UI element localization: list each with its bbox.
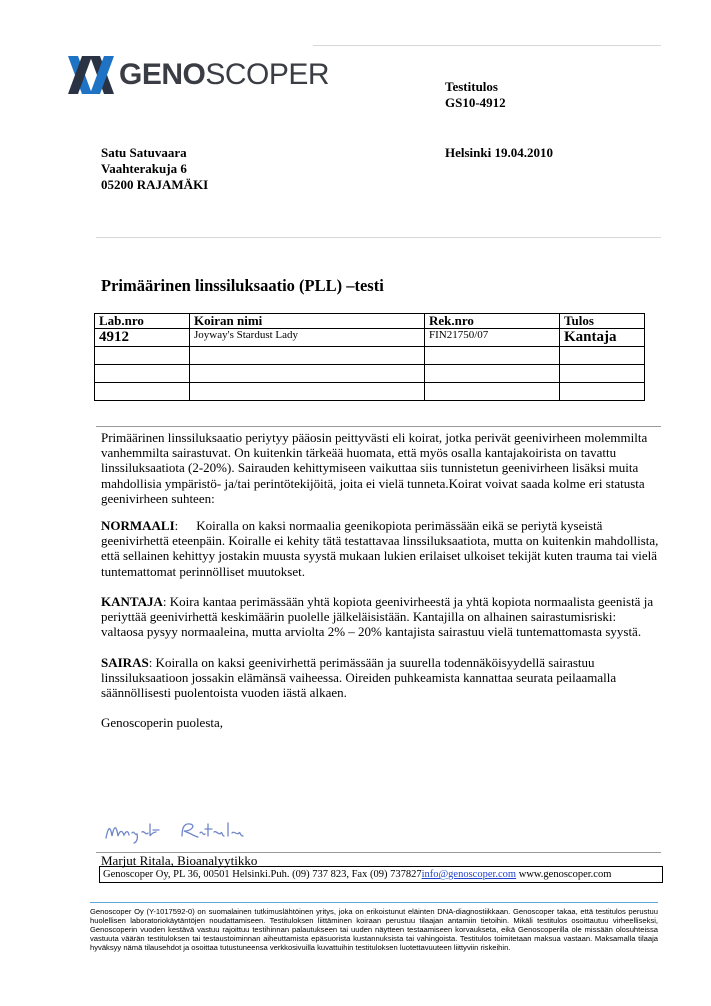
- top-rule: [313, 45, 661, 46]
- contact-email-link[interactable]: info@genoscoper.com: [421, 869, 517, 880]
- handwritten-signature: [104, 818, 254, 844]
- table-row-empty: [95, 383, 645, 401]
- col-header-name: Koiran nimi: [190, 314, 425, 329]
- doc-type: Testitulos: [445, 79, 498, 94]
- footer-rule: [90, 902, 658, 903]
- logo-brand-bold: GENO: [119, 58, 206, 91]
- col-header-reg: Rek.nro: [425, 314, 560, 329]
- intro-paragraph: [101, 430, 661, 506]
- results-table: [94, 313, 645, 401]
- cell-reg: FIN21750/07: [425, 329, 560, 347]
- col-header-lab: Lab.nro: [95, 314, 190, 329]
- table-header-row: [95, 314, 645, 329]
- kantaja-text: : Koira kantaa perimässään yhtä kopiota geenivirheestä ja yhtä kopiota normaalista geenistä ja periyttää geenivirhettä keskimäärin puolelle jälkeläisistään. Kantajilla on alhainen sairastumisriski: valtaosa pysyy normaaleina, mutta arviolta 2% – 20% kantajista sairastuu vielä tuntemattomasta syystä.: [101, 594, 654, 640]
- sairas-text: : Koiralla on kaksi geenivirhettä perimässään ja suurella todennäköisyydellä sairastuu linssiluksaatioon jossakin elämänsä vaiheessa. Oireiden puhkeamista kannattaa seurata peilaamalla säännöllisesti puolentoista vuoden iästä alkaen.: [101, 655, 617, 701]
- cell-lab: 4912: [95, 329, 190, 347]
- contact-info: [99, 866, 663, 883]
- logo-brand-light: SCOPER: [205, 58, 330, 91]
- table-row-empty: [95, 347, 645, 365]
- table-row: [95, 329, 645, 347]
- legal-disclaimer: Genoscoper Oy (Y-1017592-0) on suomalainen tutkimuslähtöinen yritys, joka on erikoistunut eläinten DNA-diagnostiikkaan. Genoscoper takaa, että testitulos perustuu huolellisen laboratoriokäytäntöjen noudattamiseen. Testituloksen liittäminen koiraan perustuu tilaajan antamiin tietoihin. Mikäli testitulos osoittautuu virheelliseksi, Genoscoperin vuoden kestävä vastuu rajoittuu testihinnan palautukseen tai uuden näytteen testaamiseen korvaukseta, eikä Genoscoperilla ole missään olosuhteissa vastuuta väärän testituloksen tai testaustoiminnan aiheuttamista epäsuorista kustannuksista tai vahingoista. Testitulos toimitetaan maksua vastaan. Maksamalla tilaaja hyväksyy nämä tilausehdot ja osoittaa tutustuneensa verkkosivuilla kuvattuihin testituloksen luotettavuuteen liittyviin riskeihin.: [90, 907, 658, 953]
- address-rule: [96, 237, 661, 238]
- normaali-text: Koiralla on kaksi normaalia geenikopiota perimässään eikä se periytä kyseistä geenivirhettä eteenpäin. Koiralle ei kehity tätä testattavaa linssiluksaatiota, mutta on kuitenkin mahdollista, että sellainen kehittyy jostakin muusta syystä mukaan lukien erilaiset ulkoiset tekijät kuten trauma tai vielä tuntemattomat perinnölliset muutokset.: [101, 518, 659, 579]
- place-date: Helsinki 19.04.2010: [445, 145, 553, 160]
- recipient-name: Satu Satuvaara: [101, 145, 187, 160]
- recipient-postal: 05200 RAJAMÄKI: [101, 177, 209, 192]
- normaali-sep: :: [174, 518, 179, 533]
- intro-text: Primäärinen linssiluksaatio periytyy pääosin peittyvästi eli koirat, jotka perivät geenivirheen molemmilta vanhemmilta sairastuvat. On kuitenkin tärkeää huomata, että myös osalla kantajakoirista on tavattu linssiluksaatiota (2-20%). Sairauden kehittymiseen vaikuttaa siis tunnistetun geenivirheen lisäksi muita mahdollisia ympäristö- ja/tai perintötekijöitä, joita ei vielä tunneta.Koirat voivat saada kolme eri statusta geenivirheen suhteen:: [101, 430, 648, 506]
- closing-line: Genoscoperin puolesta,: [101, 715, 224, 730]
- normaali-label: NORMAALI: [101, 518, 175, 533]
- recipient-street: Vaahterakuja 6: [101, 161, 187, 176]
- kantaja-paragraph: [101, 594, 661, 640]
- col-header-result: Tulos: [560, 314, 645, 329]
- contact-web[interactable]: www.genoscoper.com: [516, 869, 612, 880]
- cell-result: Kantaja: [560, 329, 645, 347]
- table-row-empty: [95, 365, 645, 383]
- contact-text: Genoscoper Oy, PL 36, 00501 Helsinki.Puh. (09) 737 823, Fax (09) 737827: [103, 869, 422, 880]
- genoscoper-logo: [68, 52, 330, 98]
- kantaja-label: KANTAJA: [101, 594, 163, 609]
- cell-name: Joyway's Stardust Lady: [190, 329, 425, 347]
- sairas-label: SAIRAS: [101, 655, 149, 670]
- normaali-paragraph: [101, 518, 661, 579]
- logo-mark-icon: [68, 52, 118, 98]
- doc-id: GS10-4912: [445, 95, 506, 110]
- page-title: Primäärinen linssiluksaatio (PLL) –testi: [101, 276, 384, 295]
- recipient-address: [101, 145, 208, 193]
- table-under-rule: [96, 426, 661, 427]
- sairas-paragraph: [101, 655, 661, 701]
- signer-name: Marjut Ritala, Bioanalyytikko: [101, 853, 258, 868]
